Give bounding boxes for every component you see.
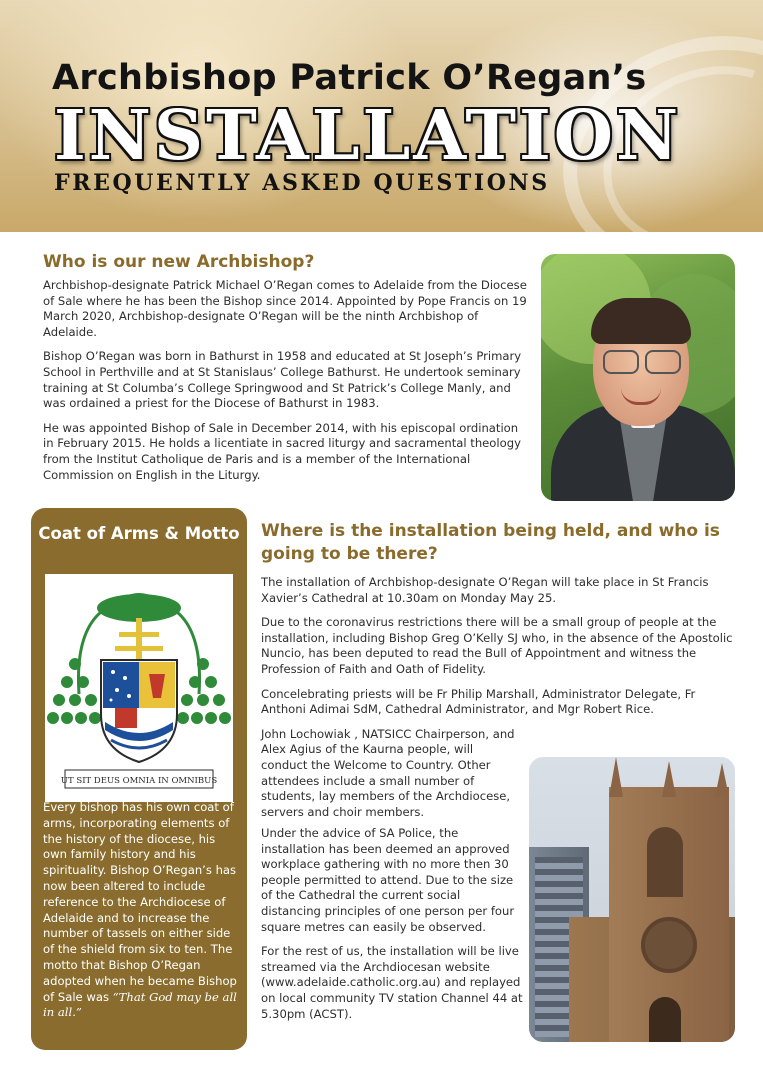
title-line-1: Archbishop Patrick O’Regan’s <box>52 58 647 98</box>
section-body-new-archbishop <box>43 278 531 492</box>
motto-quote: “That God may be all in all.” <box>43 989 237 1020</box>
paragraph: Due to the coronavirus restrictions there will be a small group of people at the installation, including Bishop Greg O’Kelly SJ who, in the absence of the Apostolic Nuncio, has been deputed to read the Bull of Appointment and witness the Profession of Faith and Oath of Fidelity. <box>261 615 733 676</box>
section-body-installation-narrow <box>261 826 523 1031</box>
paragraph-text: John Lochowiak , NATSICC Chairperson, and Alex Agius of the Kaurna people, will conduct the Welcome to Country. Other attendees include a small number of students, lay members of the Archdiocese, servers and choir members. <box>261 727 735 821</box>
coat-of-arms-panel <box>31 508 247 1050</box>
paragraph: The installation of Archbishop-designate O’Regan will take place in St Francis Xavier’s Cathedral at 10.30am on Monday May 25. <box>261 575 709 605</box>
coat-of-arms-icon <box>45 574 233 802</box>
cathedral-photo <box>529 757 735 1042</box>
title-line-2: INSTALLATION <box>54 96 682 176</box>
paragraph: Concelebrating priests will be Fr Philip Marshall, Administrator Delegate, Fr Anthoni Adimai SdM, Cathedral Administrator, and Mgr Robert Rice. <box>261 686 696 717</box>
coat-of-arms-image <box>45 574 233 802</box>
motto-scroll-text: UT SIT DEUS OMNIA IN OMNIBUS <box>60 776 218 786</box>
panel-title: Coat of Arms & Motto <box>38 524 240 543</box>
archbishop-portrait-photo <box>541 254 735 501</box>
paragraph: For the rest of us, the installation will be live streamed via the Archdiocesan website (www.adelaide.catholic.org.au) and replayed on local community TV station Channel 44 at 5.30pm (ACST). <box>261 944 523 1021</box>
title-line-3: FREQUENTLY ASKED QUESTIONS <box>54 170 550 196</box>
paragraph: Under the advice of SA Police, the installation has been deemed an approved workplace gathering with no more then 30 people permitted to attend. Due to the size of the Cathedral the current social distancing principles of one person per four square metres can easily be observed. <box>261 826 515 934</box>
header-banner <box>0 0 763 232</box>
section-heading-new-archbishop: Who is our new Archbishop? <box>43 252 315 272</box>
paragraph: Archbishop-designate Patrick Michael O’Regan comes to Adelaide from the Diocese of Sale where he has been the Bishop since 2014. Appointed by Pope Francis on 19 March 2020, Archbishop-designate O’Regan will be the ninth Archbishop of Adelaide. <box>43 278 527 339</box>
section-heading-installation: Where is the installation being held, and who is going to be there? <box>261 521 720 564</box>
paragraph: He was appointed Bishop of Sale in December 2014, with his episcopal ordination in February 2015. He holds a licentiate in sacred liturgy and sacramental theology from the Institut Catholique de Paris and is a member of the International Commission on English in the Liturgy. <box>43 420 521 482</box>
coat-of-arms-description <box>43 800 239 1021</box>
paragraph: Bishop O’Regan was born in Bathurst in 1958 and educated at St Joseph’s Primary School in Perthville and at St Stanislaus’ College Bathurst. He undertook seminary training at St Columba’s College Springwood and St Patrick’s College Manly, and was ordained a priest for the Diocese of Bathurst in 1983. <box>43 349 522 411</box>
coat-of-arms-text: Every bishop has his own coat of arms, incorporating elements of the history of the diocese, his own family history and his spirituality. Bishop O’Regan’s has now been altered to include reference to the Archdiocese of Adelaide and to increase the number of tassels on either side of the shield from six to ten. The motto that Bishop O’Regan adopted when he became Bishop of Sale was <box>43 800 237 1004</box>
